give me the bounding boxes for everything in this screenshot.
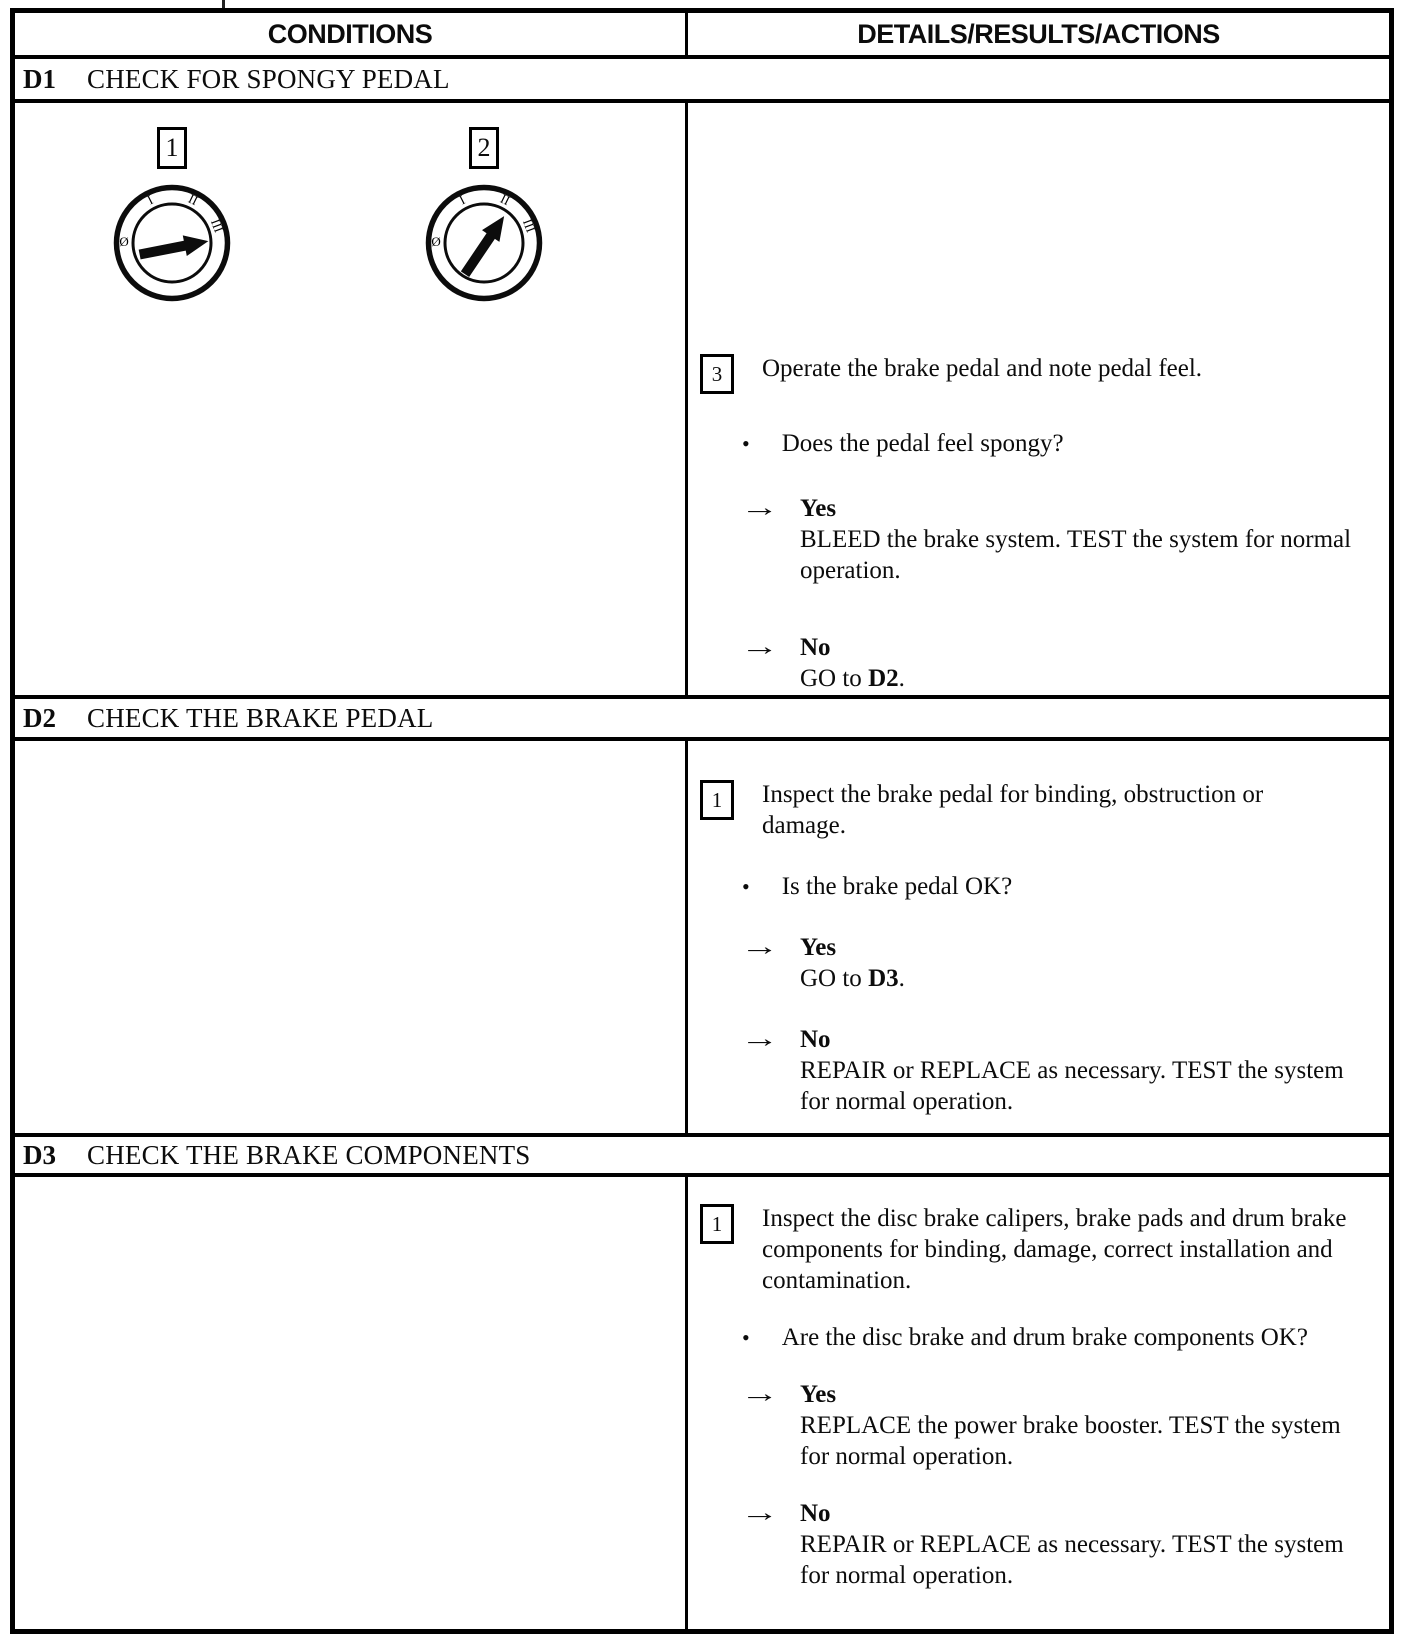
result-body — [800, 1498, 1365, 1591]
dial-mark-iii: III — [207, 216, 227, 235]
step-number-box: 1 — [700, 780, 734, 820]
section-title-text-d1: CHECK FOR SPONGY PEDAL — [87, 63, 450, 94]
header-conditions: CONDITIONS — [15, 13, 688, 55]
result-label: No — [800, 1500, 831, 1527]
result-no-d2 — [740, 1024, 1375, 1117]
section-title-d3 — [15, 1133, 1389, 1177]
dial-mark-i: I — [144, 192, 156, 208]
bullet-icon: • — [742, 431, 750, 456]
table-header-row — [15, 13, 1389, 59]
result-text — [800, 524, 1365, 586]
callout-box-1: 1 — [157, 127, 187, 169]
result-body — [800, 1024, 1365, 1117]
conditions-cell-d3 — [15, 1177, 688, 1629]
dial-mark-off: Ø — [431, 234, 441, 249]
result-text-post: . — [898, 665, 905, 692]
result-yes-d1 — [740, 493, 1375, 586]
details-cell-d1 — [688, 103, 1389, 695]
section-title-text-d2: CHECK THE BRAKE PEDAL — [87, 702, 434, 733]
details-cell-d2 — [688, 741, 1389, 1133]
result-text-pre: BLEED the brake system. TEST the system for normal operation. — [800, 526, 1352, 584]
result-text — [800, 1529, 1365, 1591]
bullet-icon: • — [742, 874, 750, 899]
arrow-right-icon: → — [740, 1379, 779, 1408]
result-label: No — [800, 1026, 831, 1053]
result-text-bold: D2 — [868, 665, 899, 692]
result-body — [800, 1379, 1365, 1472]
arrow-right-icon: → — [740, 932, 779, 961]
result-text — [800, 1055, 1365, 1117]
step-number-box: 3 — [700, 354, 734, 394]
step-d3 — [700, 1203, 1375, 1296]
result-text-pre: REPAIR or REPLACE as necessary. TEST the system for normal operation. — [800, 1057, 1344, 1115]
section-id-d3: D3 — [23, 1139, 56, 1170]
result-text-post: . — [898, 965, 905, 992]
arrow-right-icon: → — [740, 1024, 779, 1053]
dial-pointer-arrow-icon — [138, 231, 211, 265]
result-label: Yes — [800, 495, 837, 522]
step-text: Inspect the disc brake calipers, brake pads and drum brake components for binding, damage, correct installation and contamination. — [762, 1205, 1347, 1294]
question-text: Are the disc brake and drum brake components OK? — [781, 1324, 1308, 1351]
pinpoint-test-table — [10, 8, 1394, 1634]
result-no-d1 — [740, 632, 1375, 694]
step-text: Operate the brake pedal and note pedal feel. — [762, 355, 1203, 382]
result-yes-d3 — [740, 1379, 1375, 1472]
section-title-d1 — [15, 59, 1389, 103]
result-label: Yes — [800, 1381, 837, 1408]
result-label: No — [800, 634, 831, 661]
question-text: Does the pedal feel spongy? — [781, 430, 1064, 457]
section-body-d2 — [15, 741, 1389, 1133]
result-text-pre: GO to — [800, 665, 869, 692]
step-d1 — [700, 353, 1375, 394]
result-label: Yes — [800, 934, 837, 961]
result-no-d3 — [740, 1498, 1375, 1591]
step-text: Inspect the brake pedal for binding, obstruction or damage. — [762, 781, 1264, 839]
section-title-d2 — [15, 695, 1389, 741]
section-id-d1: D1 — [23, 63, 56, 94]
step-number-box: 1 — [700, 1204, 734, 1244]
result-body — [800, 932, 905, 994]
section-body-d1 — [15, 103, 1389, 695]
step-d2 — [700, 779, 1375, 841]
result-text — [800, 663, 905, 694]
arrow-right-icon: → — [740, 493, 779, 522]
ignition-dial-1 — [110, 127, 234, 305]
question-d3 — [742, 1322, 1375, 1353]
question-d1 — [742, 428, 1375, 459]
arrow-right-icon: → — [740, 632, 779, 661]
details-cell-d3 — [688, 1177, 1389, 1629]
dial-mark-off: Ø — [119, 234, 129, 249]
ignition-dial-2 — [422, 127, 546, 305]
result-text-pre: REPAIR or REPLACE as necessary. TEST the system for normal operation. — [800, 1531, 1344, 1589]
result-body — [800, 493, 1365, 586]
arrow-right-icon: → — [740, 1498, 779, 1527]
ignition-switch-dial-icon — [110, 181, 234, 305]
section-id-d2: D2 — [23, 702, 56, 733]
section-body-d3 — [15, 1177, 1389, 1629]
bullet-icon: • — [742, 1325, 750, 1350]
ignition-switch-dial-icon — [422, 181, 546, 305]
conditions-cell-d2 — [15, 741, 688, 1133]
result-yes-d2 — [740, 932, 1375, 994]
callout-box-2: 2 — [469, 127, 499, 169]
question-d2 — [742, 871, 1375, 902]
result-text-pre: GO to — [800, 965, 869, 992]
header-details-results-actions: DETAILS/RESULTS/ACTIONS — [857, 18, 1220, 49]
section-title-text-d3: CHECK THE BRAKE COMPONENTS — [87, 1139, 531, 1170]
result-text-bold: D3 — [868, 965, 899, 992]
result-text — [800, 1410, 1365, 1472]
question-text: Is the brake pedal OK? — [781, 873, 1013, 900]
result-text-pre: REPLACE the power brake booster. TEST the system for normal operation. — [800, 1412, 1341, 1470]
dial-pointer-arrow-icon — [456, 210, 513, 280]
dial-mark-i: I — [456, 192, 468, 208]
conditions-cell-d1 — [15, 103, 688, 695]
result-text — [800, 963, 905, 994]
result-body — [800, 632, 905, 694]
dial-mark-ii: II — [186, 190, 201, 209]
dial-mark-iii: III — [519, 216, 539, 235]
dial-mark-ii: II — [498, 190, 513, 209]
